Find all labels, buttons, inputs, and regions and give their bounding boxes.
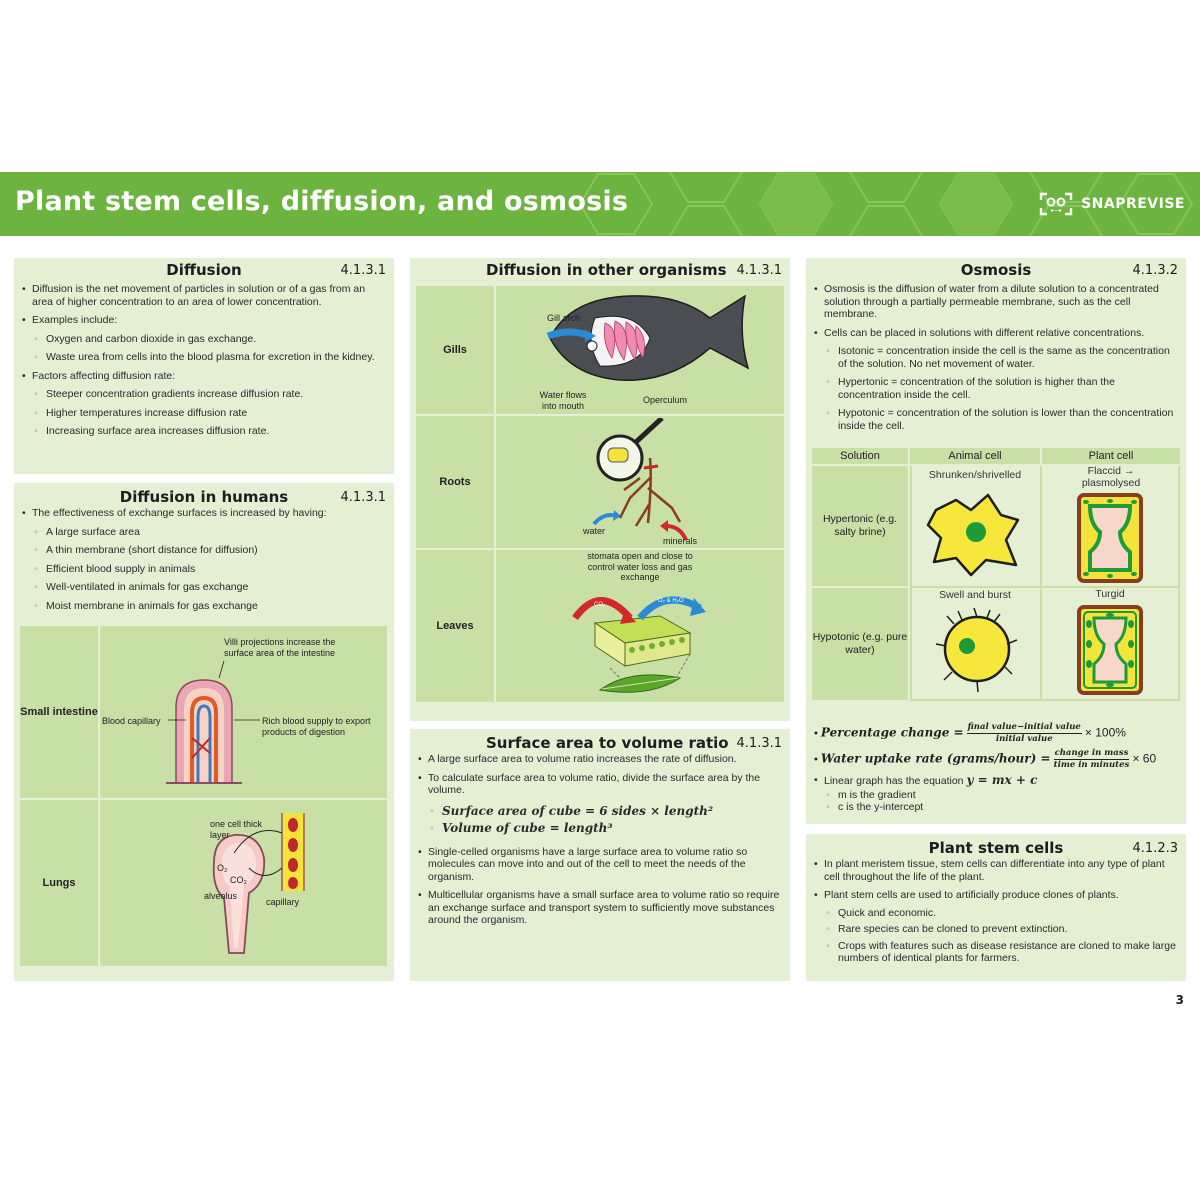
row-label-roots: Roots xyxy=(416,416,494,548)
formula-volume xyxy=(428,822,782,836)
eq-numerator: change in mass xyxy=(1054,748,1129,758)
alveolus-label: alveolus xyxy=(204,891,238,901)
bullet-text: Plant stem cells are used to artificially produce clones of plants. xyxy=(824,889,1119,901)
list-item: ◦ m is the gradient xyxy=(824,789,1178,802)
header-banner xyxy=(0,172,1200,236)
diffusion-title: Diffusion xyxy=(166,261,242,279)
osmosis-definition: • Osmosis is the diffusion of water from a dilute solution to a concentrated solution through a partially permeable membrane, such as the cell membrane. xyxy=(814,283,1178,321)
diffusion-humans-panel xyxy=(14,483,394,981)
eq-fraction xyxy=(1054,748,1130,771)
humans-code: 4.1.3.1 xyxy=(340,490,386,505)
list-item: ◦ Moist membrane in animals for gas exchange xyxy=(32,600,386,613)
shrunken-animal-cell xyxy=(926,490,1024,578)
list-item: ◦ Well-ventilated in animals for gas exchange xyxy=(32,581,386,594)
list-item: ◦ c is the y-intercept xyxy=(824,801,1178,814)
capillary-label: capillary xyxy=(266,897,300,907)
eq-tail: × 60 xyxy=(1132,751,1157,766)
osmosis-code: 4.1.3.2 xyxy=(1132,263,1178,278)
list-item: ◦ Crops with features such as disease resistance are cloned to make large numbers of identical plants for farmers. xyxy=(824,940,1178,965)
osmosis-panel xyxy=(806,258,1186,824)
co2-leaf-label: CO₂ xyxy=(594,602,606,608)
savr-code: 4.1.3.1 xyxy=(736,736,782,751)
list-item xyxy=(814,889,1178,965)
table-header-plant: Plant cell xyxy=(1042,448,1180,464)
list-item: ◦ Oxygen and carbon dioxide in gas exchange. xyxy=(32,333,386,346)
bullet-text: The effectiveness of exchange surfaces is increased by having: xyxy=(32,507,327,519)
row-label-gills: Gills xyxy=(416,286,494,414)
stem-title: Plant stem cells xyxy=(928,839,1064,857)
diffusion-other-panel xyxy=(410,258,790,721)
bullet-text: Cells can be placed in solutions with different relative concentrations. xyxy=(824,326,1145,339)
flaccid-label: Flaccid → plasmolysed xyxy=(1081,465,1141,489)
list-item xyxy=(814,774,1178,814)
swell-label: Swell and burst xyxy=(939,589,1011,601)
list-item: ◦ Isotonic = concentration inside the cell is the same as the concentration of the solution. No net movement of water. xyxy=(824,345,1178,370)
page-title: Plant stem cells, diffusion, and osmosis xyxy=(15,186,629,217)
list-item xyxy=(22,370,386,438)
brand-name: SNAPREVISE xyxy=(1081,196,1185,212)
diffusion-definition: • Diffusion is the net movement of particles in solution or of a gas from an area of higher concentration to an area of lower concentration. xyxy=(22,283,386,308)
list-item: ◦ Steeper concentration gradients increase diffusion rate. xyxy=(32,388,386,401)
other-code: 4.1.3.1 xyxy=(736,263,782,278)
rich-blood-label: Rich blood supply to export products of digestion xyxy=(262,716,371,737)
list-item: ◦ A large surface area xyxy=(32,526,386,539)
brand-logo xyxy=(1039,192,1185,216)
fish-gills-diagram xyxy=(540,288,755,388)
plasmolysed-plant-cell xyxy=(1076,492,1144,584)
list-item: ◦ Waste urea from cells into the blood plasma for excretion in the kidney. xyxy=(32,351,386,364)
row-label-small-intestine: Small intestine xyxy=(20,626,98,798)
eq-denominator: initial value xyxy=(995,734,1053,744)
list-item: ◦ Quick and economic. xyxy=(824,907,1178,920)
bullet-text: Factors affecting diffusion rate: xyxy=(32,369,176,382)
list-item: ◦ Rare species can be cloned to prevent extinction. xyxy=(824,923,1178,936)
list-item: ◦ Increasing surface area increases diffusion rate. xyxy=(32,425,386,438)
diffusion-panel xyxy=(14,258,394,474)
list-item: • In plant meristem tissue, stem cells can differentiate into any type of plant cell throughout the life of the plant. xyxy=(814,858,1178,883)
hypertonic-cell: Hypertonic (e.g. salty brine) xyxy=(812,466,908,586)
list-item: ◦ A thin membrane (short distance for diffusion) xyxy=(32,544,386,557)
eq-fraction xyxy=(967,722,1082,745)
bullet-text: To calculate surface area to volume ratio, divide the surface area by the volume. xyxy=(428,771,761,796)
linear-equation: y = mx + c xyxy=(966,773,1038,787)
list-item: ◦ Hypertonic = concentration of the solution is higher than the concentration inside the cell. xyxy=(824,376,1178,401)
row-label-lungs: Lungs xyxy=(20,800,98,966)
other-title: Diffusion in other organisms xyxy=(486,261,727,279)
turgid-label: Turgid xyxy=(1095,588,1125,600)
eq-label: Water uptake rate (grams/hour) = xyxy=(820,751,1051,766)
minerals-label: minerals xyxy=(663,536,698,546)
one-cell-thick-label: one cell thick layer xyxy=(210,819,263,840)
eq-tail: × 100% xyxy=(1084,725,1126,740)
bullet-text: Linear graph has the equation xyxy=(824,775,964,787)
villi-label: Villi projections increase the surface area of the intestine xyxy=(224,637,336,658)
diffusion-code: 4.1.3.1 xyxy=(340,263,386,278)
eq-label: Percentage change = xyxy=(820,725,964,740)
gill-arch-label: Gill arch xyxy=(547,313,581,323)
table-header-animal: Animal cell xyxy=(910,448,1040,464)
snaprevise-logo-icon xyxy=(1039,192,1073,216)
equation-percentage-change: • Percentage change = $\frac{\text{final value−initial value}}{\text{initial value}}$ × 100% xyxy=(814,722,1126,744)
co2-label: CO₂ xyxy=(230,875,247,885)
o2-label: O₂ xyxy=(217,863,228,873)
formula-text: Surface area of cube = 6 sides × length² xyxy=(442,803,714,818)
table-header-solution: Solution xyxy=(812,448,908,464)
list-item: • Single-celled organisms have a large surface area to volume ratio so molecules can move into and out of the cell to meet the needs of the organism. xyxy=(418,846,782,884)
o2-h2o-leaf-label: O₂ & H₂O xyxy=(658,598,684,604)
savr-panel xyxy=(410,729,790,981)
blood-capillary-label: Blood capillary xyxy=(102,716,161,726)
list-item: ◦ Hypotonic = concentration of the solution is lower than the concentration inside the cell. xyxy=(824,407,1178,432)
row-label-leaves: Leaves xyxy=(416,550,494,702)
list-item xyxy=(814,327,1178,433)
humans-title: Diffusion in humans xyxy=(119,488,289,506)
page-number: 3 xyxy=(1175,993,1184,1007)
burst-animal-cell xyxy=(932,604,1022,694)
list-item: ◦ Efficient blood supply in animals xyxy=(32,563,386,576)
plant-stem-cells-panel xyxy=(806,834,1186,981)
formula-surface-area xyxy=(428,805,782,819)
shrunken-label: Shrunken/shrivelled xyxy=(928,469,1022,481)
list-item xyxy=(22,314,386,364)
stem-code: 4.1.2.3 xyxy=(1132,841,1178,856)
bullet-text: Examples include: xyxy=(32,314,118,326)
water-label: water xyxy=(583,526,606,536)
osmosis-title: Osmosis xyxy=(960,261,1032,279)
hypotonic-cell: Hypotonic (e.g. pure water) xyxy=(812,588,908,700)
operculum-label: Operculum xyxy=(643,395,688,405)
list-item: • Multicellular organisms have a small surface area to volume ratio so require an exchange surface and transport system to sufficiently move substances around the organism. xyxy=(418,889,782,927)
equation-water-uptake: • Water uptake rate (grams/hour) = $\frac{\text{change in mass}}{\text{time in minutes}}$ × 60 xyxy=(814,748,1157,770)
water-arrow-icon xyxy=(592,508,622,528)
list-item: ◦ Higher temperatures increase diffusion rate xyxy=(32,407,386,420)
eq-numerator: final value−initial value xyxy=(967,722,1081,732)
water-flows-label: Water flows into mouth xyxy=(539,390,587,411)
leaf-cross-section-diagram xyxy=(570,588,710,698)
list-item: • A large surface area to volume ratio increases the rate of diffusion. xyxy=(418,753,782,766)
turgid-plant-cell xyxy=(1076,604,1144,696)
stomata-label: stomata open and close to control water loss and gas exchange xyxy=(587,551,693,582)
formula-text: Volume of cube = length³ xyxy=(442,821,613,835)
eq-denominator: time in minutes xyxy=(1053,760,1130,770)
savr-title: Surface area to volume ratio xyxy=(486,734,729,752)
list-item xyxy=(418,772,782,836)
